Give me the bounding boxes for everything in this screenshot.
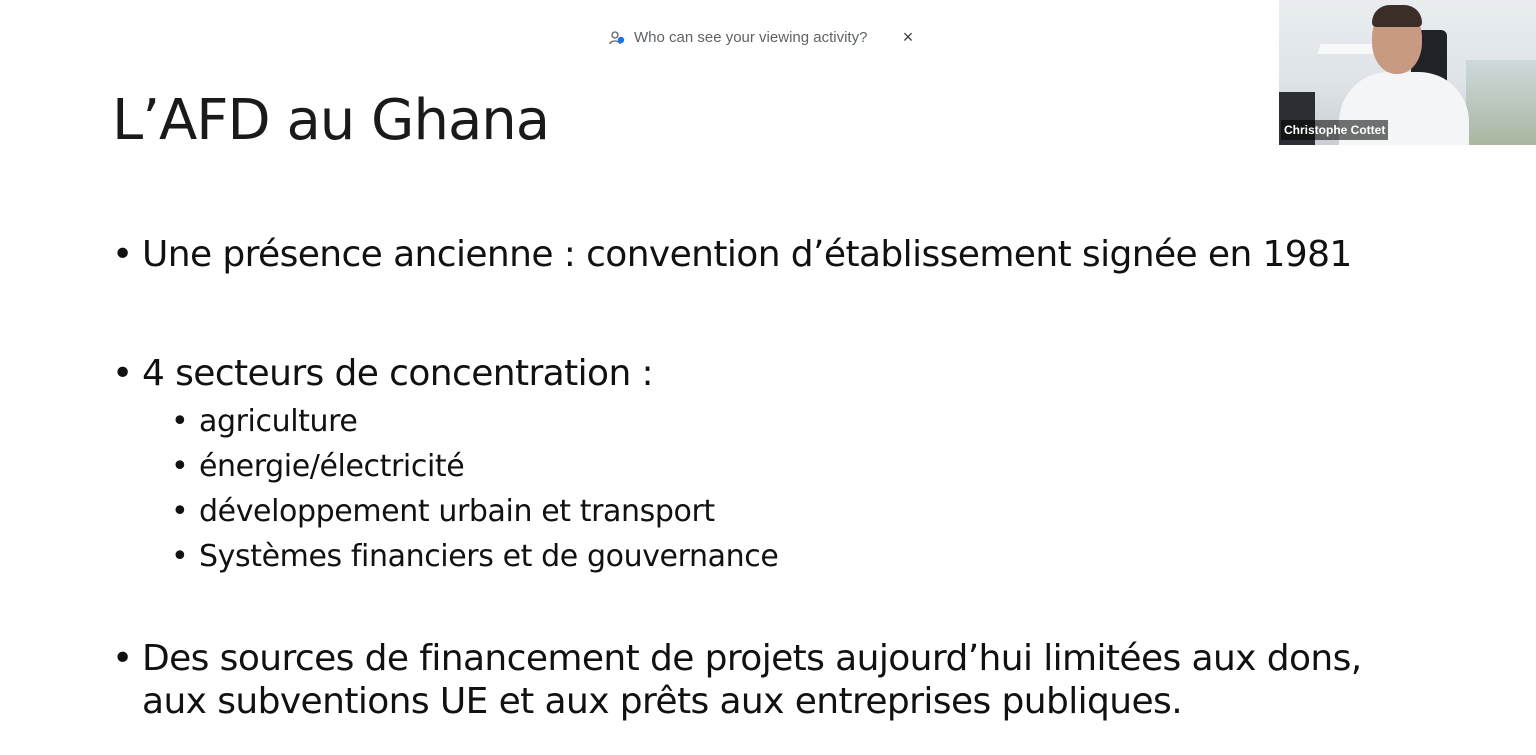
bullet-dot: • [171,494,189,529]
slide-subbullet [171,492,715,532]
bullet-dot: • [171,539,189,574]
slide-subbullet [171,447,465,487]
viewing-activity-notice[interactable] [608,22,914,52]
bullet-text-line2: aux subventions UE et aux prêts aux entreprises publiques. [142,681,1183,722]
bullet-dot: • [171,404,189,439]
subbullet-text: Systèmes financiers et de gouvernance [199,539,779,574]
people-icon [608,29,626,47]
slide-bullet-continuation [142,681,1182,723]
bullet-dot: • [112,638,133,679]
video-background [1466,60,1536,145]
bullet-text-line1: Des sources de financement de projets aujourd’hui limitées aux dons, [142,638,1362,679]
bullet-dot: • [112,353,133,394]
bullet-text: 4 secteurs de concentration : [142,353,654,394]
slide-bullet [112,234,1352,276]
subbullet-text: énergie/électricité [199,449,465,484]
slide-subbullet [171,402,358,442]
bullet-dot: • [112,234,133,275]
bullet-text: Une présence ancienne : convention d’établissement signée en 1981 [142,234,1352,275]
slide-bullet [112,353,654,395]
subbullet-text: agriculture [199,404,358,439]
bullet-dot: • [171,449,189,484]
subbullet-text: développement urbain et transport [199,494,715,529]
participant-figure [1372,5,1422,27]
slide-title: L’AFD au Ghana [112,88,550,153]
slide-bullet [112,638,1362,680]
participant-video-tile[interactable] [1279,0,1536,145]
viewing-activity-link[interactable]: Who can see your viewing activity? [634,28,868,46]
participant-name-label: Christophe Cottet [1281,120,1388,140]
slide-subbullet [171,537,779,577]
close-icon[interactable]: × [902,26,914,47]
